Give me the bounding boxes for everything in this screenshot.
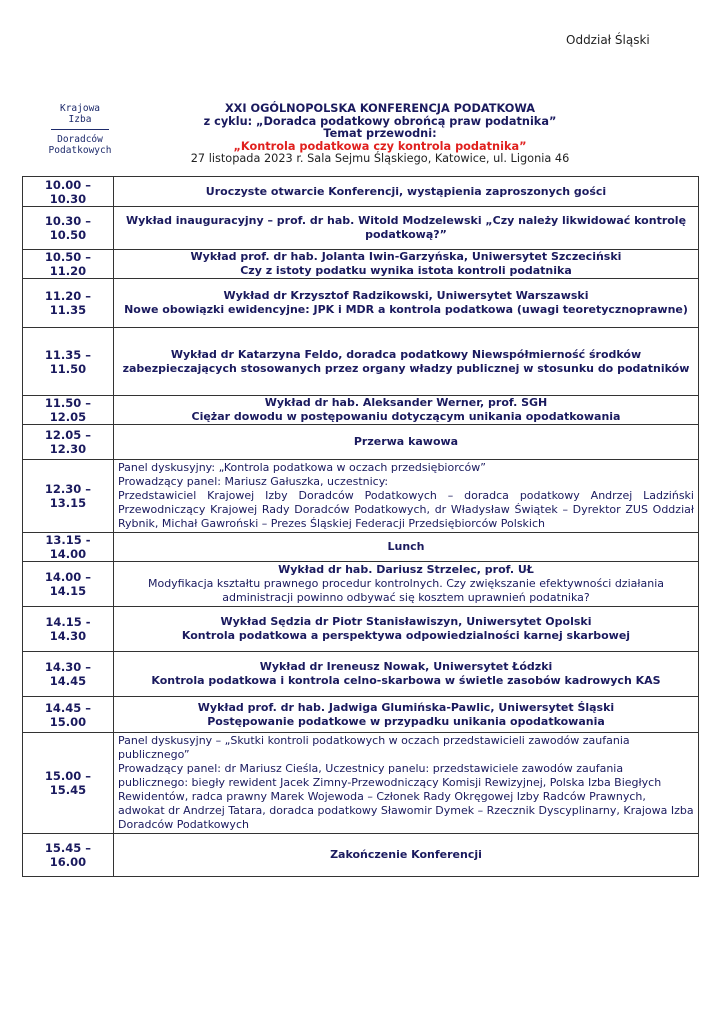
agenda-time: 10.00 – 10.30 xyxy=(23,177,114,207)
agenda-time: 11.35 – 11.50 xyxy=(23,328,114,396)
logo-line-2: Izba xyxy=(68,114,92,125)
logo-rule xyxy=(51,129,109,130)
agenda-row xyxy=(23,396,699,425)
agenda-description: Wykład dr hab. Aleksander Werner, prof. SGH Ciężar dowodu w postępowaniu dotyczącym unikania opodatkowania xyxy=(114,396,699,425)
agenda-time: 15.45 – 16.00 xyxy=(23,834,114,877)
agenda-time: 11.20 – 11.35 xyxy=(23,279,114,328)
agenda-row xyxy=(23,733,699,834)
agenda-row xyxy=(23,834,699,877)
agenda-description: Wykład dr Krzysztof Radzikowski, Uniwersytet Warszawski Nowe obowiązki ewidencyjne: JPK i MDR a kontrola podatkowa (uwagi teoretycznoprawne) xyxy=(114,279,699,328)
agenda-description: Uroczyste otwarcie Konferencji, wystąpienia zaproszonych gości xyxy=(114,177,699,207)
agenda-row xyxy=(23,177,699,207)
agenda-row xyxy=(23,697,699,733)
agenda-description: Panel dyskusyjny: „Kontrola podatkowa w oczach przedsiębiorców” Prowadzący panel: Mariusz Gałuszka, uczestnicy: Przedstawiciel Krajowej Izby Doradców Podatkowych – doradca podatkowy Andrzej Ladziński Przewodniczący Krajowej Rady Doradców Podatkowych, dr Władysław Świątek – Dyrektor ZUS Oddział Rybnik, Michał Gawroński – Prezes Śląskiej Federacji Przedsiębiorców Polskich xyxy=(114,460,699,533)
agenda-row xyxy=(23,328,699,396)
logo-line-3: Doradców xyxy=(57,134,103,145)
logo-line-1: Krajowa xyxy=(59,103,101,114)
agenda-time: 12.30 – 13.15 xyxy=(23,460,114,533)
agenda-description: Wykład prof. dr hab. Jadwiga Glumińska-Pawlic, Uniwersytet Śląski Postępowanie podatkowe w przypadku unikania opodatkowania xyxy=(114,697,699,733)
agenda-description: Wykład dr Katarzyna Feldo, doradca podatkowy Niewspółmierność środków zabezpieczających stosowanych przez organy władzy publicznej w stosunku do podatników xyxy=(114,328,699,396)
agenda-time: 13.15 - 14.00 xyxy=(23,533,114,562)
agenda-row xyxy=(23,460,699,533)
agenda-description: Zakończenie Konferencji xyxy=(114,834,699,877)
agenda-time: 14.30 – 14.45 xyxy=(23,652,114,697)
theme-label: Temat przewodni: xyxy=(323,127,437,140)
agenda-time: 11.50 – 12.05 xyxy=(23,396,114,425)
conference-series: z cyklu: „Doradca podatkowy obrońcą praw podatnika” xyxy=(203,114,557,128)
agenda-row xyxy=(23,562,699,607)
conference-theme: „Kontrola podatkowa czy kontrola podatnika” xyxy=(233,139,527,153)
agenda-description: Wykład inauguracyjny – prof. dr hab. Witold Modzelewski „Czy należy likwidować kontrolę podatkową?” xyxy=(114,207,699,250)
kidp-logo xyxy=(30,103,130,156)
agenda-table xyxy=(22,176,699,877)
agenda-time: 14.15 - 14.30 xyxy=(23,607,114,652)
agenda-time: 10.50 – 11.20 xyxy=(23,250,114,279)
agenda-time: 15.00 – 15.45 xyxy=(23,733,114,834)
agenda-description: Wykład Sędzia dr Piotr Stanisławiszyn, Uniwersytet Opolski Kontrola podatkowa a perspektywa odpowiedzialności karnej skarbowej xyxy=(114,607,699,652)
conference-title: XXI OGÓLNOPOLSKA KONFERENCJA PODATKOWA xyxy=(224,102,536,115)
agenda-time: 10.30 – 10.50 xyxy=(23,207,114,250)
logo-line-4: Podatkowych xyxy=(48,145,112,156)
agenda-description: Wykład prof. dr hab. Jolanta Iwin-Garzyńska, Uniwersytet Szczeciński Czy z istoty podatku wynika istota kontroli podatnika xyxy=(114,250,699,279)
conference-header xyxy=(150,103,610,166)
agenda-row xyxy=(23,425,699,460)
agenda-time: 14.00 – 14.15 xyxy=(23,562,114,607)
agenda-row xyxy=(23,652,699,697)
agenda-row xyxy=(23,279,699,328)
agenda-description: Lunch xyxy=(114,533,699,562)
agenda-row xyxy=(23,533,699,562)
agenda-description: Przerwa kawowa xyxy=(114,425,699,460)
agenda-description: Panel dyskusyjny – „Skutki kontroli podatkowych w oczach przedstawicieli zawodów zaufania publicznego” Prowadzący panel: dr Mariusz Cieśla, Uczestnicy panelu: przedstawiciele zawodów zaufania publicznego: biegły rewident Jacek Zimny-Przewodniczący Komisji Rewizyjnej, Polska Izba Biegłych Rewidentów, radca prawny Marek Wojewoda – Członek Rady Okręgowej Izby Radców Prawnych, adwokat dr Andrzej Tatara, doradca podatkowy Sławomir Dymek – Rzecznik Dyscyplinarny, Krajowa Izba Doradców Podatkowych xyxy=(114,733,699,834)
agenda-description: Wykład dr Ireneusz Nowak, Uniwersytet Łódzki Kontrola podatkowa i kontrola celno-skarbowa w świetle zasobów kadrowych KAS xyxy=(114,652,699,697)
date-place: 27 listopada 2023 r. Sala Sejmu Śląskiego, Katowice, ul. Ligonia 46 xyxy=(190,152,570,165)
agenda-description: Wykład dr hab. Dariusz Strzelec, prof. UŁ Modyfikacja kształtu prawnego procedur kontrolnych. Czy zwiększanie efektywności działania administracji powinno odbywać się kosztem uprawnień podatnika? xyxy=(114,562,699,607)
agenda-row xyxy=(23,250,699,279)
agenda-time: 14.45 – 15.00 xyxy=(23,697,114,733)
agenda-row xyxy=(23,607,699,652)
branch-label: Oddział Śląski xyxy=(566,33,650,47)
agenda-time: 12.05 – 12.30 xyxy=(23,425,114,460)
agenda-row xyxy=(23,207,699,250)
